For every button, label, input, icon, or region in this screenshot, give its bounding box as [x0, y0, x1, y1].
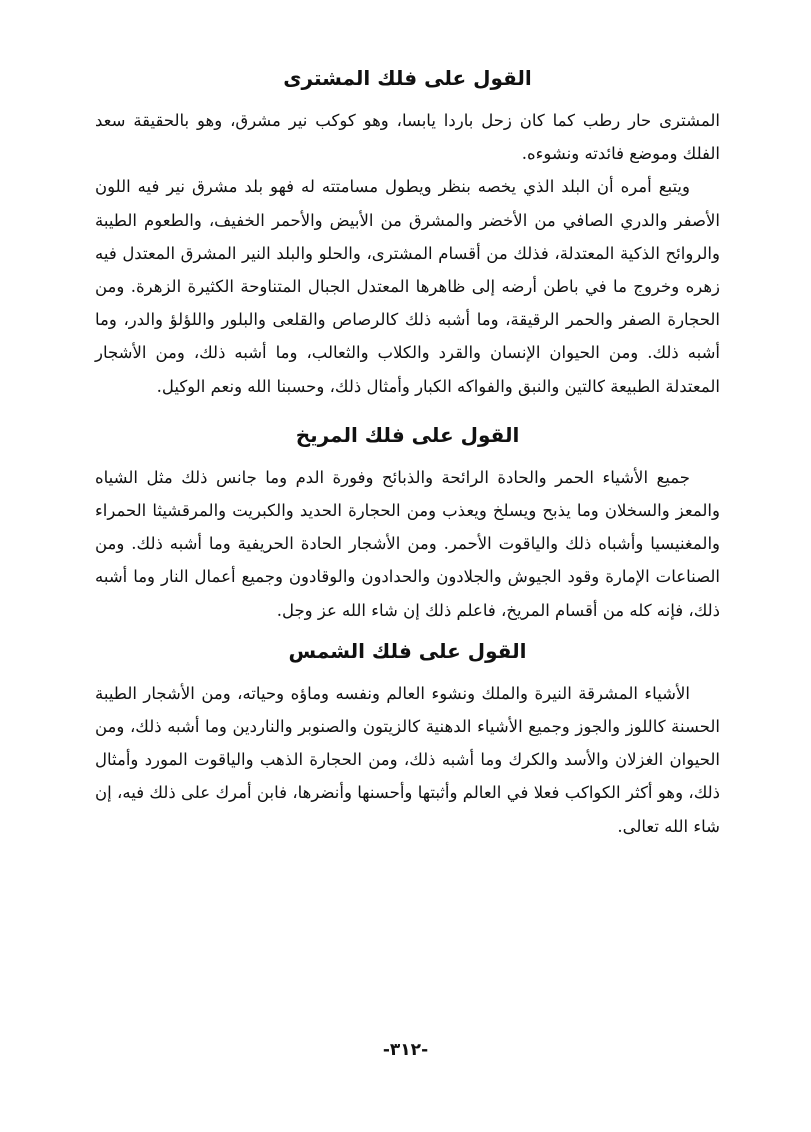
- paragraph: جميع الأشياء الحمر والحادة الرائحة والذبائح وفورة الدم وما جانس ذلك مثل الشياه والمعز والسخلان وما يذبح ويسلخ ويعذب ومن الحجارة الحديد والكبريت والمرقشيثا الحمراء والمغنيسيا وأشباه ذلك والياقوت الأحمر. ومن الأشجار الحادة الحريفية وما أشبه ذلك. ومن الصناعات الإمارة وقود الجيوش والجلادون والحدادون والوقادون وجميع أعمال النار وما أشبه ذلك، فإنه كله من أقسام المريخ، فاعلم ذلك إن شاء الله عز وجل.: [95, 467, 720, 620]
- section-heading-jupiter: القول على فلك المشترى: [283, 66, 532, 90]
- paragraph: المشترى حار رطب كما كان زحل باردا يابسا، وهو كوكب نير مشرق، وهو بالحقيقة سعد الفلك وموضع فائدته ونشوءه.: [95, 111, 720, 164]
- section-heading-sun: القول على فلك الشمس: [288, 638, 527, 663]
- page-number: -٣١٢-: [382, 1040, 429, 1060]
- paragraph: ويتبع أمره أن البلد الذي يخصه بنظر ويطول مسامتته له فهو بلد مشرق نير فيه اللون الأصفر والدري الصافي من الأخضر والمشرق من الأبيض والأحمر الخفيف، والطعوم الطيبة والروائح الذكية المعتدلة، فذلك من أقسام المشترى، والحلو والبلد النير المشرق المعتدل فيه زهره وخروج ما في باطن أرضه إلى ظاهرها المعتدل الجبال المتناوحة الكثيرة الزهرة. ومن الحجارة الصفر والحمر الرقيقة، وما أشبه ذلك كالرصاص والقلعى والبلور واللؤلؤ والدر، وما أشبه ذلك. ومن الحيوان الإنسان والقرد والكلاب والثعالب، وما أشبه ذلك، ومن الأشجار المعتدلة الطبيعة كالتين والنبق والفواكه الكبار وأمثال ذلك، وحسبنا الله ونعم الوكيل.: [95, 177, 720, 396]
- page-content: [95, 60, 720, 843]
- section-heading-mars: القول على فلك المريخ: [295, 422, 520, 447]
- paragraph: الأشياء المشرقة النيرة والملك ونشوء العالم ونفسه وماؤه وحياته، ومن الأشجار الطيبة الحسنة كاللوز والجوز وجميع الأشياء الدهنية كالزيتون والصنوبر والناردين وما أشبه ذلك، ومن الحيوان الغزلان والأسد والكرك وما أشبه ذلك، ومن الحجارة الذهب والياقوت المورد وأمثال ذلك، وهو أكثر الكواكب فعلا في العالم وأثبتها وأحسنها وأنضرها، فابن أمرك على ذلك فيه، إن شاء الله تعالى.: [95, 683, 720, 836]
